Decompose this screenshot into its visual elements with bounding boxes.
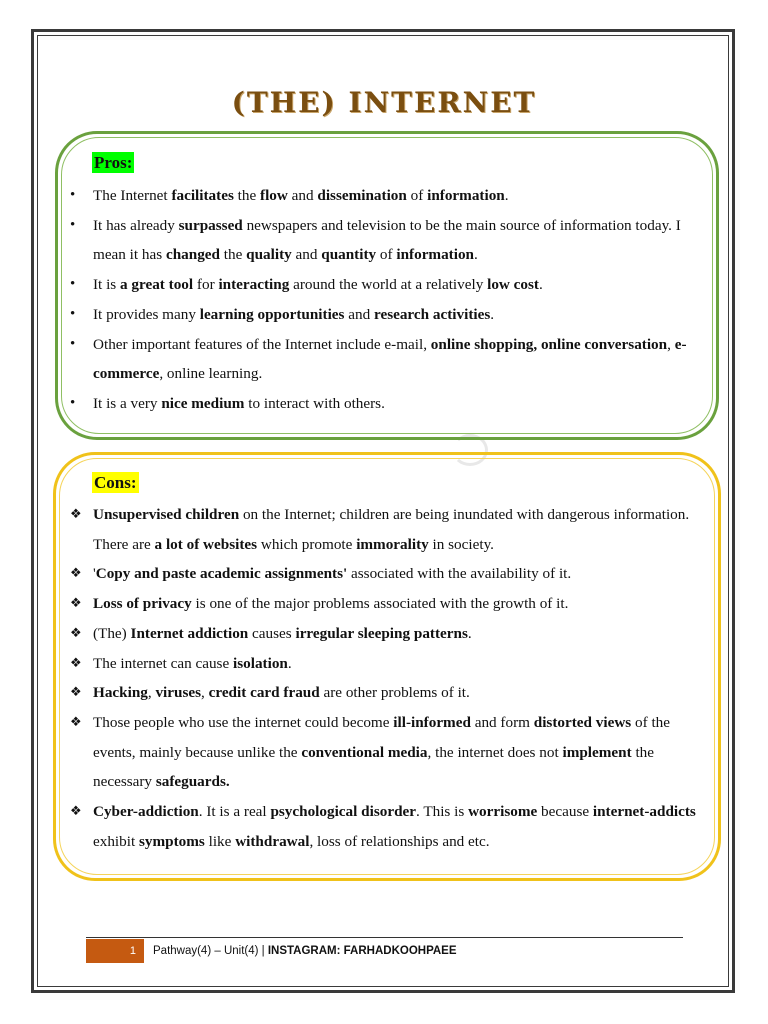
pros-item: • It is a very nice medium to interact with others. xyxy=(70,389,710,419)
pros-heading: Pros: xyxy=(94,153,133,172)
diamond-bullet-icon: ❖ xyxy=(70,804,82,820)
pros-list xyxy=(70,181,710,419)
diamond-bullet-icon: ❖ xyxy=(70,625,82,641)
footer-divider xyxy=(86,937,683,938)
cons-item: ❖ Those people who use the internet could become ill-informed and form distorted views of the events, mainly because unlike the conventional media, the internet does not implement the necessary safeguards. xyxy=(70,708,710,797)
footer-instagram: INSTAGRAM: FARHADKOOHPAEE xyxy=(267,945,457,957)
diamond-bullet-icon: ❖ xyxy=(70,596,82,612)
pros-item: • It has already surpassed newspapers and television to be the main source of information today. I mean it has changed the quality and quantity of information. xyxy=(70,211,710,270)
cons-list xyxy=(70,500,710,856)
page-title: (THE) INTERNET xyxy=(231,86,537,119)
cons-item: ❖ 'Copy and paste academic assignments' associated with the availability of it. xyxy=(70,559,710,589)
cons-item: ❖ Cyber-addiction. It is a real psychological disorder. This is worrisome because internet-addicts exhibit symptoms like withdrawal, loss of relationships and etc. xyxy=(70,797,710,856)
footer-text xyxy=(153,939,457,963)
diamond-bullet-icon: ❖ xyxy=(70,507,82,522)
diamond-bullet-icon: ❖ xyxy=(70,685,82,701)
cons-item: ❖ (The) Internet addiction causes irregular sleeping patterns. xyxy=(70,619,710,649)
footer-course: Pathway(4) – Unit(4) | xyxy=(153,945,268,957)
diamond-bullet-icon: ❖ xyxy=(70,566,82,582)
cons-item: ❖ Unsupervised children on the Internet; children are being inundated with dangerous information. There are a lot of websites which promote immorality in society. xyxy=(70,500,710,559)
pros-item: • It is a great tool for interacting around the world at a relatively low cost. xyxy=(70,270,710,300)
cons-item: ❖ Hacking, viruses, credit card fraud are other problems of it. xyxy=(70,678,710,708)
pros-item: • It provides many learning opportunities and research activities. xyxy=(70,300,710,330)
diamond-bullet-icon: ❖ xyxy=(70,714,82,730)
cons-item: ❖ The internet can cause isolation. xyxy=(70,649,710,679)
pros-item: • Other important features of the Internet include e-mail, online shopping, online conversation, e-commerce, online learning. xyxy=(70,330,710,389)
cons-item: ❖ Loss of privacy is one of the major problems associated with the growth of it. xyxy=(70,589,710,619)
page-number: 1 xyxy=(86,939,144,963)
diamond-bullet-icon: ❖ xyxy=(70,655,82,671)
pros-item: • The Internet facilitates the flow and dissemination of information. xyxy=(70,181,710,211)
cons-heading: Cons: xyxy=(94,473,137,492)
